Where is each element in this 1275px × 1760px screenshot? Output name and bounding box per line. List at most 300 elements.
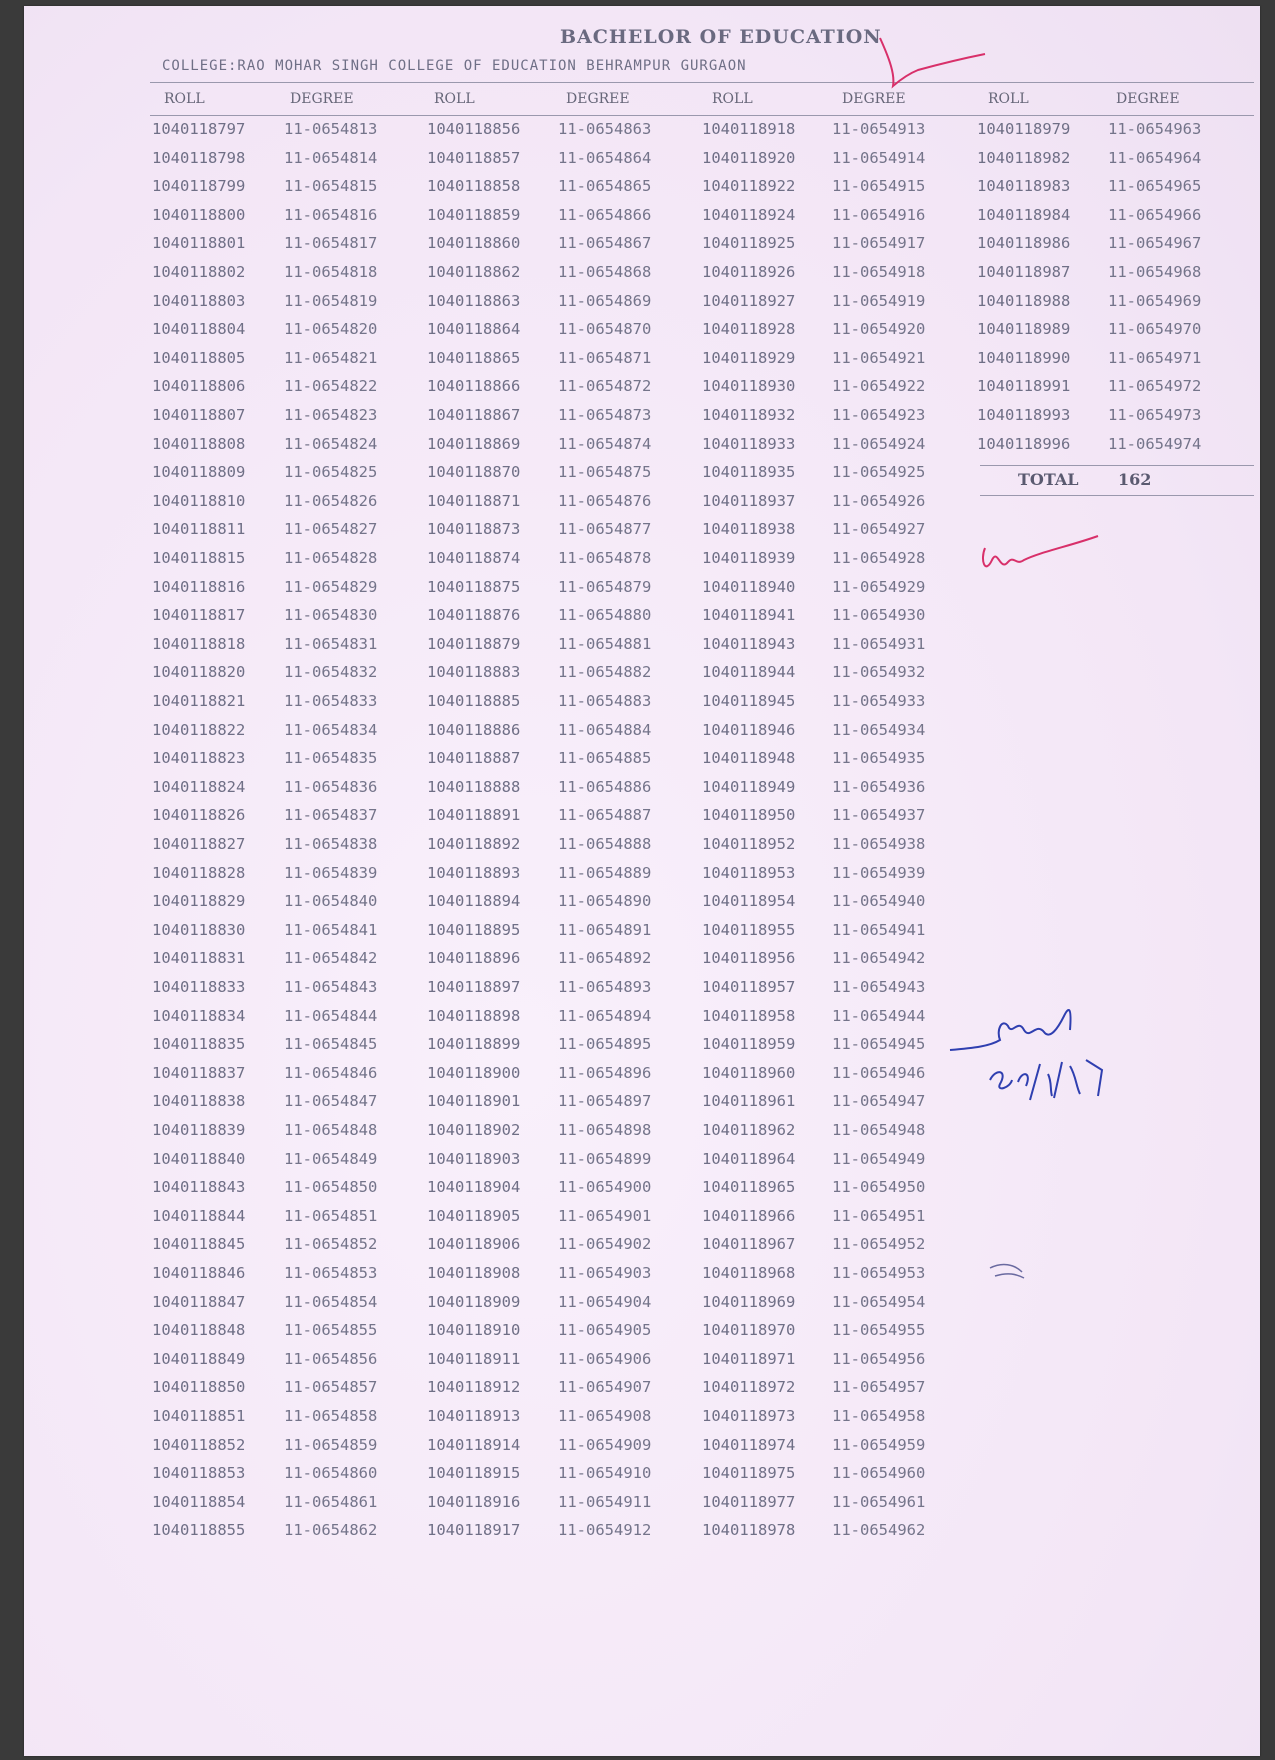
degree-cell: 11-0654889 <box>558 864 652 882</box>
roll-cell: 1040118948 <box>702 749 796 767</box>
degree-cell: 11-0654933 <box>832 692 926 710</box>
roll-cell: 1040118808 <box>152 435 246 453</box>
degree-cell: 11-0654959 <box>832 1436 926 1454</box>
degree-cell: 11-0654828 <box>284 549 378 567</box>
column-header-roll-1: ROLL <box>164 91 205 107</box>
roll-cell: 1040118968 <box>702 1264 796 1282</box>
degree-cell: 11-0654826 <box>284 492 378 510</box>
degree-cell: 11-0654913 <box>832 120 926 138</box>
roll-cell: 1040118894 <box>427 892 521 910</box>
degree-cell: 11-0654861 <box>284 1493 378 1511</box>
roll-cell: 1040118989 <box>977 320 1071 338</box>
roll-cell: 1040118833 <box>152 978 246 996</box>
degree-cell: 11-0654930 <box>832 606 926 624</box>
roll-cell: 1040118855 <box>152 1521 246 1539</box>
roll-cell: 1040118837 <box>152 1064 246 1082</box>
degree-cell: 11-0654922 <box>832 377 926 395</box>
red-initials-signature <box>983 536 1098 566</box>
roll-cell: 1040118987 <box>977 263 1071 281</box>
degree-cell: 11-0654960 <box>832 1464 926 1482</box>
roll-cell: 1040118945 <box>702 692 796 710</box>
total-label: TOTAL <box>1018 470 1079 489</box>
degree-cell: 11-0654971 <box>1108 349 1202 367</box>
degree-cell: 11-0654915 <box>832 177 926 195</box>
blue-bracket-mark <box>990 1265 1024 1278</box>
roll-cell: 1040118828 <box>152 864 246 882</box>
roll-cell: 1040118961 <box>702 1092 796 1110</box>
degree-cell: 11-0654953 <box>832 1264 926 1282</box>
roll-cell: 1040118902 <box>427 1121 521 1139</box>
roll-cell: 1040118918 <box>702 120 796 138</box>
roll-cell: 1040118815 <box>152 549 246 567</box>
degree-cell: 11-0654887 <box>558 806 652 824</box>
roll-cell: 1040118888 <box>427 778 521 796</box>
degree-cell: 11-0654836 <box>284 778 378 796</box>
degree-cell: 11-0654974 <box>1108 435 1202 453</box>
degree-cell: 11-0654970 <box>1108 320 1202 338</box>
roll-cell: 1040118820 <box>152 663 246 681</box>
degree-cell: 11-0654855 <box>284 1321 378 1339</box>
roll-cell: 1040118937 <box>702 492 796 510</box>
degree-cell: 11-0654850 <box>284 1178 378 1196</box>
degree-cell: 11-0654942 <box>832 949 926 967</box>
roll-cell: 1040118957 <box>702 978 796 996</box>
degree-cell: 11-0654815 <box>284 177 378 195</box>
roll-cell: 1040118943 <box>702 635 796 653</box>
roll-cell: 1040118965 <box>702 1178 796 1196</box>
degree-cell: 11-0654898 <box>558 1121 652 1139</box>
roll-cell: 1040118933 <box>702 435 796 453</box>
roll-cell: 1040118816 <box>152 578 246 596</box>
degree-cell: 11-0654925 <box>832 463 926 481</box>
roll-cell: 1040118929 <box>702 349 796 367</box>
roll-cell: 1040118797 <box>152 120 246 138</box>
roll-cell: 1040118978 <box>702 1521 796 1539</box>
roll-cell: 1040118979 <box>977 120 1071 138</box>
degree-cell: 11-0654825 <box>284 463 378 481</box>
roll-cell: 1040118962 <box>702 1121 796 1139</box>
roll-cell: 1040118879 <box>427 635 521 653</box>
degree-cell: 11-0654939 <box>832 864 926 882</box>
degree-cell: 11-0654956 <box>832 1350 926 1368</box>
degree-cell: 11-0654870 <box>558 320 652 338</box>
degree-cell: 11-0654945 <box>832 1035 926 1053</box>
roll-cell: 1040118966 <box>702 1207 796 1225</box>
degree-cell: 11-0654881 <box>558 635 652 653</box>
document-title: BACHELOR OF EDUCATION <box>560 26 882 48</box>
roll-cell: 1040118953 <box>702 864 796 882</box>
degree-cell: 11-0654885 <box>558 749 652 767</box>
roll-cell: 1040118804 <box>152 320 246 338</box>
degree-cell: 11-0654849 <box>284 1150 378 1168</box>
degree-cell: 11-0654908 <box>558 1407 652 1425</box>
degree-cell: 11-0654935 <box>832 749 926 767</box>
degree-cell: 11-0654961 <box>832 1493 926 1511</box>
degree-cell: 11-0654832 <box>284 663 378 681</box>
roll-cell: 1040118891 <box>427 806 521 824</box>
degree-cell: 11-0654972 <box>1108 377 1202 395</box>
degree-cell: 11-0654963 <box>1108 120 1202 138</box>
degree-cell: 11-0654834 <box>284 721 378 739</box>
roll-cell: 1040118900 <box>427 1064 521 1082</box>
degree-cell: 11-0654844 <box>284 1007 378 1025</box>
roll-cell: 1040118972 <box>702 1378 796 1396</box>
roll-cell: 1040118904 <box>427 1178 521 1196</box>
roll-cell: 1040118799 <box>152 177 246 195</box>
roll-cell: 1040118869 <box>427 435 521 453</box>
degree-cell: 11-0654843 <box>284 978 378 996</box>
degree-cell: 11-0654897 <box>558 1092 652 1110</box>
roll-cell: 1040118893 <box>427 864 521 882</box>
degree-cell: 11-0654929 <box>832 578 926 596</box>
degree-cell: 11-0654886 <box>558 778 652 796</box>
roll-cell: 1040118952 <box>702 835 796 853</box>
degree-cell: 11-0654878 <box>558 549 652 567</box>
degree-cell: 11-0654842 <box>284 949 378 967</box>
roll-cell: 1040118977 <box>702 1493 796 1511</box>
roll-cell: 1040118875 <box>427 578 521 596</box>
roll-cell: 1040118844 <box>152 1207 246 1225</box>
degree-cell: 11-0654869 <box>558 292 652 310</box>
roll-cell: 1040118864 <box>427 320 521 338</box>
degree-cell: 11-0654884 <box>558 721 652 739</box>
degree-cell: 11-0654863 <box>558 120 652 138</box>
roll-cell: 1040118834 <box>152 1007 246 1025</box>
roll-cell: 1040118863 <box>427 292 521 310</box>
roll-cell: 1040118975 <box>702 1464 796 1482</box>
degree-cell: 11-0654901 <box>558 1207 652 1225</box>
roll-cell: 1040118922 <box>702 177 796 195</box>
degree-cell: 11-0654955 <box>832 1321 926 1339</box>
roll-cell: 1040118939 <box>702 549 796 567</box>
roll-cell: 1040118901 <box>427 1092 521 1110</box>
roll-cell: 1040118930 <box>702 377 796 395</box>
roll-cell: 1040118811 <box>152 520 246 538</box>
degree-cell: 11-0654820 <box>284 320 378 338</box>
degree-cell: 11-0654817 <box>284 234 378 252</box>
degree-cell: 11-0654924 <box>832 435 926 453</box>
degree-cell: 11-0654854 <box>284 1293 378 1311</box>
degree-cell: 11-0654852 <box>284 1235 378 1253</box>
roll-cell: 1040118996 <box>977 435 1071 453</box>
degree-cell: 11-0654873 <box>558 406 652 424</box>
blue-date-handwriting <box>990 1060 1102 1100</box>
degree-cell: 11-0654858 <box>284 1407 378 1425</box>
column-header-degree-2: DEGREE <box>566 91 630 107</box>
roll-cell: 1040118986 <box>977 234 1071 252</box>
degree-cell: 11-0654853 <box>284 1264 378 1282</box>
degree-cell: 11-0654893 <box>558 978 652 996</box>
roll-cell: 1040118865 <box>427 349 521 367</box>
degree-cell: 11-0654841 <box>284 921 378 939</box>
degree-cell: 11-0654903 <box>558 1264 652 1282</box>
roll-cell: 1040118810 <box>152 492 246 510</box>
roll-cell: 1040118821 <box>152 692 246 710</box>
roll-cell: 1040118870 <box>427 463 521 481</box>
column-header-degree-4: DEGREE <box>1116 91 1180 107</box>
degree-cell: 11-0654822 <box>284 377 378 395</box>
college-line: COLLEGE:RAO MOHAR SINGH COLLEGE OF EDUCATION BEHRAMPUR GURGAON <box>162 58 747 74</box>
roll-cell: 1040118807 <box>152 406 246 424</box>
degree-cell: 11-0654851 <box>284 1207 378 1225</box>
roll-cell: 1040118851 <box>152 1407 246 1425</box>
roll-cell: 1040118906 <box>427 1235 521 1253</box>
roll-cell: 1040118903 <box>427 1150 521 1168</box>
degree-cell: 11-0654888 <box>558 835 652 853</box>
column-header-degree-3: DEGREE <box>842 91 906 107</box>
column-header-roll-2: ROLL <box>434 91 475 107</box>
roll-cell: 1040118859 <box>427 206 521 224</box>
degree-cell: 11-0654902 <box>558 1235 652 1253</box>
degree-cell: 11-0654934 <box>832 721 926 739</box>
roll-cell: 1040118857 <box>427 149 521 167</box>
degree-cell: 11-0654829 <box>284 578 378 596</box>
degree-cell: 11-0654874 <box>558 435 652 453</box>
roll-cell: 1040118824 <box>152 778 246 796</box>
degree-cell: 11-0654952 <box>832 1235 926 1253</box>
roll-cell: 1040118838 <box>152 1092 246 1110</box>
degree-cell: 11-0654926 <box>832 492 926 510</box>
roll-cell: 1040118941 <box>702 606 796 624</box>
roll-cell: 1040118973 <box>702 1407 796 1425</box>
degree-cell: 11-0654859 <box>284 1436 378 1454</box>
degree-cell: 11-0654813 <box>284 120 378 138</box>
degree-cell: 11-0654891 <box>558 921 652 939</box>
roll-cell: 1040118969 <box>702 1293 796 1311</box>
degree-cell: 11-0654833 <box>284 692 378 710</box>
degree-cell: 11-0654946 <box>832 1064 926 1082</box>
degree-cell: 11-0654819 <box>284 292 378 310</box>
roll-cell: 1040118935 <box>702 463 796 481</box>
roll-cell: 1040118883 <box>427 663 521 681</box>
roll-cell: 1040118932 <box>702 406 796 424</box>
total-value: 162 <box>1118 470 1152 489</box>
degree-cell: 11-0654921 <box>832 349 926 367</box>
degree-cell: 11-0654964 <box>1108 149 1202 167</box>
roll-cell: 1040118853 <box>152 1464 246 1482</box>
degree-cell: 11-0654905 <box>558 1321 652 1339</box>
column-header-roll-3: ROLL <box>712 91 753 107</box>
degree-cell: 11-0654951 <box>832 1207 926 1225</box>
roll-cell: 1040118927 <box>702 292 796 310</box>
blue-signature <box>950 1010 1071 1050</box>
degree-cell: 11-0654906 <box>558 1350 652 1368</box>
roll-cell: 1040118971 <box>702 1350 796 1368</box>
roll-cell: 1040118925 <box>702 234 796 252</box>
roll-cell: 1040118895 <box>427 921 521 939</box>
degree-cell: 11-0654835 <box>284 749 378 767</box>
degree-cell: 11-0654912 <box>558 1521 652 1539</box>
degree-cell: 11-0654875 <box>558 463 652 481</box>
roll-cell: 1040118912 <box>427 1378 521 1396</box>
degree-cell: 11-0654932 <box>832 663 926 681</box>
degree-cell: 11-0654941 <box>832 921 926 939</box>
roll-cell: 1040118845 <box>152 1235 246 1253</box>
roll-cell: 1040118862 <box>427 263 521 281</box>
degree-cell: 11-0654967 <box>1108 234 1202 252</box>
roll-cell: 1040118847 <box>152 1293 246 1311</box>
degree-cell: 11-0654896 <box>558 1064 652 1082</box>
degree-cell: 11-0654840 <box>284 892 378 910</box>
roll-cell: 1040118887 <box>427 749 521 767</box>
roll-cell: 1040118871 <box>427 492 521 510</box>
degree-cell: 11-0654918 <box>832 263 926 281</box>
degree-cell: 11-0654857 <box>284 1378 378 1396</box>
roll-cell: 1040118938 <box>702 520 796 538</box>
roll-cell: 1040118958 <box>702 1007 796 1025</box>
roll-cell: 1040118991 <box>977 377 1071 395</box>
degree-cell: 11-0654839 <box>284 864 378 882</box>
degree-cell: 11-0654973 <box>1108 406 1202 424</box>
degree-cell: 11-0654883 <box>558 692 652 710</box>
roll-cell: 1040118949 <box>702 778 796 796</box>
degree-cell: 11-0654860 <box>284 1464 378 1482</box>
degree-cell: 11-0654910 <box>558 1464 652 1482</box>
degree-cell: 11-0654962 <box>832 1521 926 1539</box>
roll-cell: 1040118852 <box>152 1436 246 1454</box>
roll-cell: 1040118801 <box>152 234 246 252</box>
degree-cell: 11-0654923 <box>832 406 926 424</box>
degree-cell: 11-0654920 <box>832 320 926 338</box>
degree-cell: 11-0654965 <box>1108 177 1202 195</box>
degree-cell: 11-0654823 <box>284 406 378 424</box>
roll-cell: 1040118848 <box>152 1321 246 1339</box>
roll-cell: 1040118802 <box>152 263 246 281</box>
degree-cell: 11-0654954 <box>832 1293 926 1311</box>
degree-cell: 11-0654879 <box>558 578 652 596</box>
degree-cell: 11-0654919 <box>832 292 926 310</box>
roll-cell: 1040118809 <box>152 463 246 481</box>
roll-cell: 1040118846 <box>152 1264 246 1282</box>
roll-cell: 1040118854 <box>152 1493 246 1511</box>
roll-cell: 1040118805 <box>152 349 246 367</box>
roll-cell: 1040118856 <box>427 120 521 138</box>
roll-cell: 1040118964 <box>702 1150 796 1168</box>
roll-cell: 1040118920 <box>702 149 796 167</box>
degree-cell: 11-0654882 <box>558 663 652 681</box>
degree-cell: 11-0654895 <box>558 1035 652 1053</box>
roll-cell: 1040118849 <box>152 1350 246 1368</box>
degree-cell: 11-0654928 <box>832 549 926 567</box>
degree-cell: 11-0654958 <box>832 1407 926 1425</box>
roll-cell: 1040118970 <box>702 1321 796 1339</box>
column-header-degree-1: DEGREE <box>290 91 354 107</box>
degree-cell: 11-0654827 <box>284 520 378 538</box>
roll-cell: 1040118896 <box>427 949 521 967</box>
degree-cell: 11-0654957 <box>832 1378 926 1396</box>
roll-cell: 1040118839 <box>152 1121 246 1139</box>
degree-cell: 11-0654931 <box>832 635 926 653</box>
roll-cell: 1040118876 <box>427 606 521 624</box>
roll-cell: 1040118913 <box>427 1407 521 1425</box>
roll-cell: 1040118914 <box>427 1436 521 1454</box>
red-tick-mark <box>880 38 985 86</box>
degree-cell: 11-0654821 <box>284 349 378 367</box>
degree-cell: 11-0654917 <box>832 234 926 252</box>
degree-cell: 11-0654876 <box>558 492 652 510</box>
degree-cell: 11-0654900 <box>558 1178 652 1196</box>
degree-cell: 11-0654936 <box>832 778 926 796</box>
roll-cell: 1040118829 <box>152 892 246 910</box>
roll-cell: 1040118818 <box>152 635 246 653</box>
degree-cell: 11-0654846 <box>284 1064 378 1082</box>
roll-cell: 1040118955 <box>702 921 796 939</box>
column-header-roll-4: ROLL <box>988 91 1029 107</box>
roll-cell: 1040118798 <box>152 149 246 167</box>
degree-cell: 11-0654877 <box>558 520 652 538</box>
roll-cell: 1040118858 <box>427 177 521 195</box>
degree-cell: 11-0654872 <box>558 377 652 395</box>
roll-cell: 1040118800 <box>152 206 246 224</box>
roll-cell: 1040118827 <box>152 835 246 853</box>
roll-cell: 1040118830 <box>152 921 246 939</box>
roll-cell: 1040118944 <box>702 663 796 681</box>
degree-cell: 11-0654865 <box>558 177 652 195</box>
roll-cell: 1040118831 <box>152 949 246 967</box>
roll-cell: 1040118897 <box>427 978 521 996</box>
degree-cell: 11-0654848 <box>284 1121 378 1139</box>
roll-cell: 1040118910 <box>427 1321 521 1339</box>
roll-cell: 1040118823 <box>152 749 246 767</box>
roll-cell: 1040118874 <box>427 549 521 567</box>
degree-cell: 11-0654831 <box>284 635 378 653</box>
roll-cell: 1040118974 <box>702 1436 796 1454</box>
roll-cell: 1040118946 <box>702 721 796 739</box>
roll-cell: 1040118908 <box>427 1264 521 1282</box>
roll-cell: 1040118928 <box>702 320 796 338</box>
roll-cell: 1040118840 <box>152 1150 246 1168</box>
degree-cell: 11-0654944 <box>832 1007 926 1025</box>
roll-cell: 1040118915 <box>427 1464 521 1482</box>
degree-cell: 11-0654838 <box>284 835 378 853</box>
degree-cell: 11-0654890 <box>558 892 652 910</box>
roll-cell: 1040118967 <box>702 1235 796 1253</box>
roll-cell: 1040118988 <box>977 292 1071 310</box>
roll-cell: 1040118993 <box>977 406 1071 424</box>
degree-cell: 11-0654867 <box>558 234 652 252</box>
roll-cell: 1040118916 <box>427 1493 521 1511</box>
roll-cell: 1040118873 <box>427 520 521 538</box>
degree-cell: 11-0654937 <box>832 806 926 824</box>
degree-cell: 11-0654969 <box>1108 292 1202 310</box>
degree-cell: 11-0654907 <box>558 1378 652 1396</box>
roll-cell: 1040118826 <box>152 806 246 824</box>
degree-cell: 11-0654914 <box>832 149 926 167</box>
degree-cell: 11-0654899 <box>558 1150 652 1168</box>
degree-cell: 11-0654947 <box>832 1092 926 1110</box>
roll-cell: 1040118905 <box>427 1207 521 1225</box>
degree-cell: 11-0654866 <box>558 206 652 224</box>
roll-cell: 1040118954 <box>702 892 796 910</box>
degree-cell: 11-0654950 <box>832 1178 926 1196</box>
degree-cell: 11-0654856 <box>284 1350 378 1368</box>
roll-cell: 1040118899 <box>427 1035 521 1053</box>
roll-cell: 1040118898 <box>427 1007 521 1025</box>
degree-cell: 11-0654880 <box>558 606 652 624</box>
roll-cell: 1040118806 <box>152 377 246 395</box>
roll-cell: 1040118990 <box>977 349 1071 367</box>
degree-cell: 11-0654868 <box>558 263 652 281</box>
degree-cell: 11-0654894 <box>558 1007 652 1025</box>
degree-cell: 11-0654816 <box>284 206 378 224</box>
roll-cell: 1040118917 <box>427 1521 521 1539</box>
roll-cell: 1040118960 <box>702 1064 796 1082</box>
roll-cell: 1040118822 <box>152 721 246 739</box>
roll-cell: 1040118911 <box>427 1350 521 1368</box>
roll-cell: 1040118959 <box>702 1035 796 1053</box>
degree-cell: 11-0654845 <box>284 1035 378 1053</box>
roll-cell: 1040118892 <box>427 835 521 853</box>
